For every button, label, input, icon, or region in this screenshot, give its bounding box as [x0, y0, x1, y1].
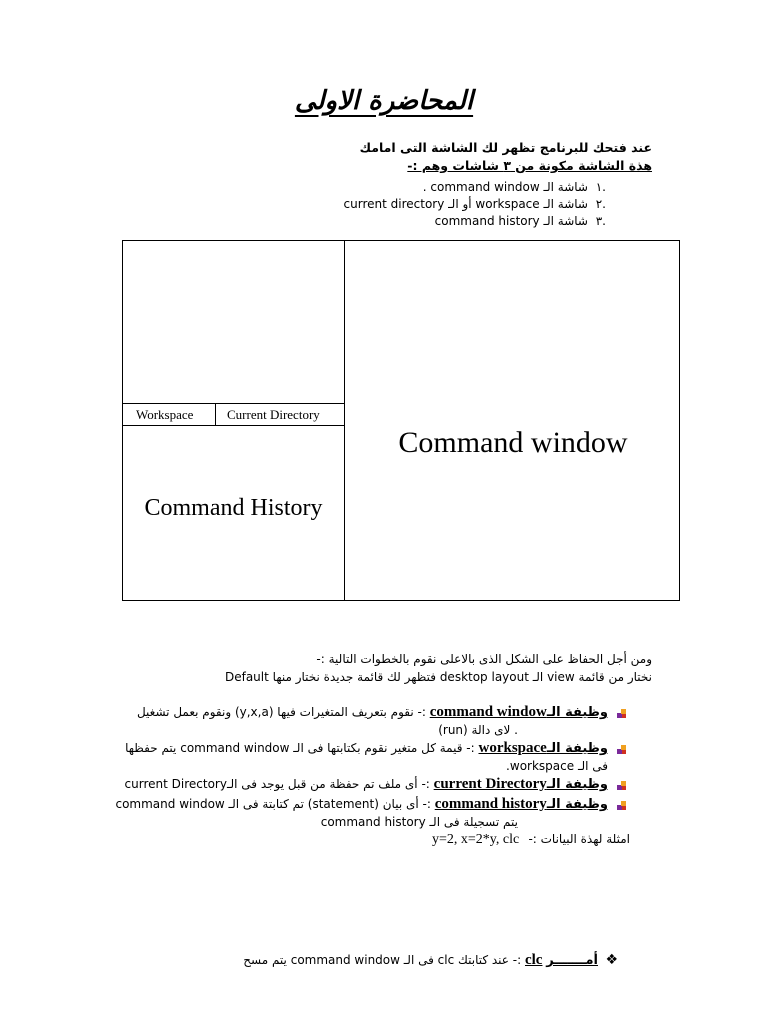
list-number-3: ٣. — [595, 214, 606, 228]
function-header-ar: وظيفة الـ — [546, 741, 608, 756]
pin-bullet-icon — [616, 743, 628, 755]
intro-line-1: عند فتحك للبرنامج تظهر لك الشاشة التى امامك — [359, 140, 652, 155]
layout-note-line-1: ومن أجل الحفاظ على الشكل الذى بالاعلى نقوم بالخطوات التالية :- — [316, 652, 652, 666]
diagram-divider — [344, 241, 345, 600]
tab-current-directory: Current Directory — [227, 407, 320, 422]
list-number-2: ٢. — [595, 197, 606, 211]
function-desc: :- قيمة كل متغير نقوم بكتابتها فى الـ command window يتم حفظها — [125, 741, 475, 755]
tab-workspace: Workspace — [136, 407, 194, 422]
function-desc: :- أى بيان (statement) تم كتابتة فى الـ command window — [115, 797, 431, 811]
layout-note-line-2: نختار من قائمة view الـ desktop layout فتظهر لك قائمة جديدة نختار منها Default — [224, 670, 652, 684]
command-history-label: Command History — [144, 495, 323, 521]
function-header-en: workspace — [478, 740, 547, 756]
list-item-3: شاشة الـ command history — [434, 214, 588, 228]
function-header-en: command history — [434, 796, 547, 812]
function-row-current-directory — [125, 776, 608, 793]
tab-row — [123, 403, 344, 426]
function-row-workspace — [125, 740, 608, 757]
function-desc: :- نقوم بتعريف المتغيرات فيها (y,x,a) ونقوم بعمل تشغيل — [136, 705, 426, 719]
function-header-en: current Directory — [433, 776, 547, 792]
tab-separator — [215, 404, 216, 425]
command-desc: :- عند كتابتك clc فى الـ command window يتم مسح — [243, 953, 522, 967]
pin-bullet-icon — [616, 779, 628, 791]
command-label-ar: أمـــــــر — [546, 953, 598, 968]
command-label-en: clc — [524, 952, 543, 968]
list-item-2: شاشة الـ workspace أو الـ current directory — [343, 197, 588, 211]
page-title: المحاضرة الاولى — [294, 86, 474, 116]
list-number-1: ١. — [595, 180, 606, 194]
matlab-layout-diagram — [122, 240, 680, 601]
examples-label: امثلة لهذة البيانات :- — [528, 832, 630, 846]
function-row-command-history — [115, 796, 608, 813]
function-header-ar: وظيفة الـ — [546, 797, 608, 812]
list-item-1: شاشة الـ command window . — [422, 180, 588, 194]
function-header-ar: وظيفة الـ — [546, 777, 608, 792]
function-row-command-window — [137, 704, 608, 721]
function-desc-cont: يتم تسجيلة فى الـ command history — [320, 815, 518, 829]
function-header-ar: وظيفة الـ — [546, 705, 608, 720]
function-desc-cont: فى الـ workspace. — [506, 759, 608, 773]
function-desc: :- أى ملف تم حفظة من قبل يوجد فى الـcurrent Directory — [124, 777, 430, 791]
function-header-en: command window — [429, 704, 547, 720]
examples-value: y=2, x=2*y, clc — [432, 832, 520, 847]
pin-bullet-icon — [616, 799, 628, 811]
pin-bullet-icon — [616, 707, 628, 719]
command-window-label: Command window — [398, 426, 628, 459]
diamond-bullet-icon: ❖ — [605, 952, 618, 968]
command-clc-row — [243, 952, 598, 969]
function-desc-cont: (run) لاى دالة . — [438, 723, 518, 737]
intro-line-2: هذة الشاشة مكونة من ٣ شاشات وهم :- — [407, 158, 652, 173]
